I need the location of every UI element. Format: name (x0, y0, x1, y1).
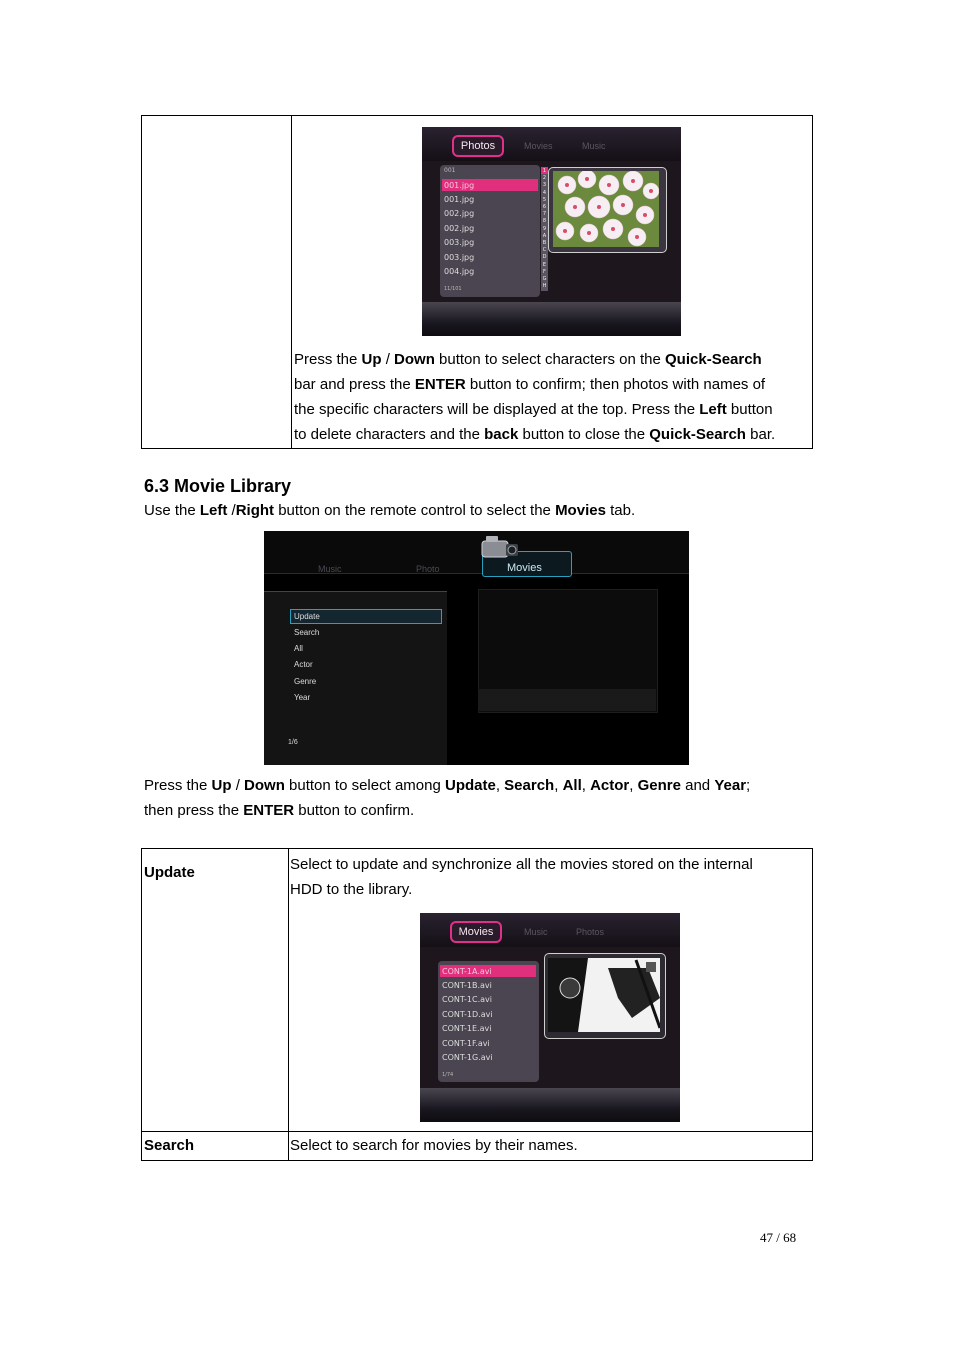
row-text-search: Select to search for movies by their names. (290, 1137, 578, 1154)
quick-search-description: Press the Up / Down button to select characters on the Quick-Search bar and press the ENTER button to confirm; then photos with names of the specific characters will be displayed at the top. Press the Left button to delete characters and the back button to close the Quick-Search bar. (294, 351, 776, 443)
tab-photos: Photos (576, 927, 605, 937)
quick-search-characters (541, 168, 548, 290)
quick-search-char: 2 (542, 175, 547, 182)
quick-search-char: 4 (542, 189, 547, 196)
tab-movies: Movies (507, 562, 542, 574)
file-count: 1/74 (442, 1072, 454, 1078)
menu-item-year[interactable]: Year (294, 693, 311, 702)
quick-search-char: E (542, 261, 547, 268)
quick-search-char: A (542, 232, 547, 239)
file-item: 001.jpg (444, 195, 475, 204)
file-item: 003.jpg (444, 253, 475, 262)
screen-footer (420, 1088, 680, 1122)
quick-search-char: D (542, 254, 547, 261)
quick-search-char: 1 (542, 168, 547, 174)
menu-item-all[interactable]: All (294, 644, 303, 653)
file-item: 004.jpg (444, 267, 475, 276)
file-item: 003.jpg (444, 238, 475, 247)
camcorder-icon (478, 533, 522, 563)
file-item: CONT-1G.avi (442, 1053, 493, 1062)
quick-search-char: G (542, 276, 547, 283)
tab-music: Music (318, 564, 342, 574)
menu-item-search[interactable]: Search (294, 628, 320, 637)
menu-item-update[interactable]: Update (294, 612, 320, 621)
section-intro: Use the Left /Right button on the remote control to select the Movies tab. (144, 502, 636, 519)
quick-search-char: B (542, 240, 547, 247)
photos-screenshot (422, 127, 681, 336)
tab-movies: Movies (450, 921, 502, 943)
file-item: 002.jpg (444, 209, 475, 218)
file-item: CONT-1F.avi (442, 1039, 490, 1048)
file-item: CONT-1E.avi (442, 1024, 492, 1033)
quick-search-char: F (543, 268, 546, 275)
preview-info-bar (478, 689, 656, 711)
file-count: 11/101 (444, 286, 462, 292)
tab-movies: Movies (524, 141, 553, 151)
row-text-update: Select to update and synchronize all the movies stored on the internal HDD to the library. (290, 856, 753, 898)
file-item: 002.jpg (444, 224, 475, 233)
quick-search-char: H (542, 283, 547, 290)
tab-photos: Photos (452, 135, 504, 157)
page-number: 47 / 68 (760, 1230, 797, 1245)
movie-menu-description: Press the Up / Down button to select among Update, Search, All, Actor, Genre and Year; then press the ENTER button to confirm. (144, 777, 751, 819)
movie-thumbnail (548, 958, 660, 1032)
screen-footer (422, 302, 681, 336)
file-item: CONT-1A.avi (442, 967, 492, 976)
menu-item-genre[interactable]: Genre (294, 677, 317, 686)
quick-search-char: 8 (542, 218, 547, 225)
row-label-search: Search (144, 1137, 195, 1154)
path-label: 001 (444, 167, 456, 174)
menu-item-actor[interactable]: Actor (294, 660, 313, 669)
menu-counter: 1/6 (288, 739, 298, 746)
file-item: CONT-1C.avi (442, 995, 492, 1004)
section-heading: 6.3 Movie Library (144, 476, 292, 496)
quick-search-char: 5 (542, 196, 547, 203)
quick-search-char: 7 (542, 211, 547, 218)
row-label-update: Update (144, 864, 195, 881)
flowers-photo (553, 171, 659, 247)
quick-search-char: 9 (542, 225, 547, 232)
file-item: CONT-1D.avi (442, 1010, 493, 1019)
tab-music: Music (582, 141, 606, 151)
tab-photo: Photo (416, 564, 440, 574)
file-item: CONT-1B.avi (442, 981, 492, 990)
quick-search-char: 6 (542, 204, 547, 211)
quick-search-char: 3 (542, 182, 547, 189)
column-divider (288, 849, 289, 1160)
row-divider (142, 1131, 812, 1132)
column-divider (291, 116, 292, 448)
file-list-panel (438, 961, 539, 1082)
file-item: 001.jpg (444, 181, 475, 190)
quick-search-char: C (542, 247, 547, 254)
tab-music: Music (524, 927, 548, 937)
movie-library-screenshot (264, 531, 689, 765)
movies-screenshot (420, 913, 680, 1122)
